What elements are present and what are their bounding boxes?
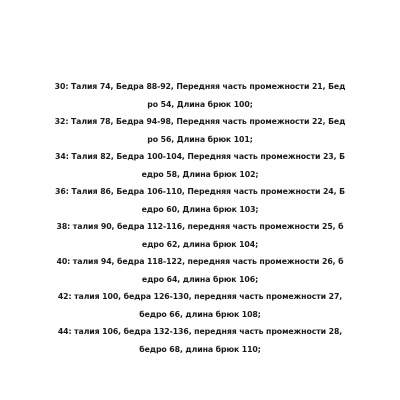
- size-entry-line: едро 62, длина брюк 104;: [141, 239, 259, 249]
- size-entry-line: бедро 66, длина брюк 108;: [139, 309, 261, 319]
- size-entry-36: [0, 183, 400, 218]
- size-entry-line: 38: талия 90, бедра 112-116, передняя часть промежности 25, б: [56, 222, 344, 231]
- size-entry-line: едро 60, Длина брюк 103;: [141, 204, 259, 214]
- size-entry-line: ро 56, Длина брюк 101;: [147, 134, 253, 144]
- size-entry-40: [0, 253, 400, 288]
- size-entry-line: 36: Талия 86, Бедра 106-110, Передняя часть промежности 24, Б: [55, 187, 345, 196]
- size-entry-42: [0, 288, 400, 323]
- size-entry-34: [0, 148, 400, 183]
- size-entry-line: едро 64, длина брюк 106;: [141, 274, 259, 284]
- size-chart: [0, 78, 400, 358]
- size-entry-line: 44: талия 106, бедра 132-136, передняя часть промежности 28,: [57, 327, 343, 336]
- size-entry-line: 34: Талия 82, Бедра 100-104, Передняя часть промежности 23, Б: [55, 152, 345, 161]
- size-entry-38: [0, 218, 400, 253]
- size-entry-30: [0, 78, 400, 113]
- size-entry-44: [0, 323, 400, 358]
- size-entry-line: едро 58, Длина брюк 102;: [141, 169, 259, 179]
- size-entry-line: ро 54, Длина брюк 100;: [147, 99, 253, 109]
- size-entry-line: 32: Талия 78, Бедра 94-98, Передняя часть промежности 22, Бед: [54, 117, 346, 126]
- size-entry-line: 40: талия 94, бедра 118-122, передняя часть промежности 26, б: [56, 257, 344, 266]
- size-entry-line: бедро 68, длина брюк 110;: [139, 344, 261, 354]
- size-entry-line: 42: талия 100, бедра 126-130, передняя часть промежности 27,: [57, 292, 343, 301]
- size-entry-32: [0, 113, 400, 148]
- size-entry-line: 30: Талия 74, Бедра 88-92, Передняя часть промежности 21, Бед: [54, 82, 346, 91]
